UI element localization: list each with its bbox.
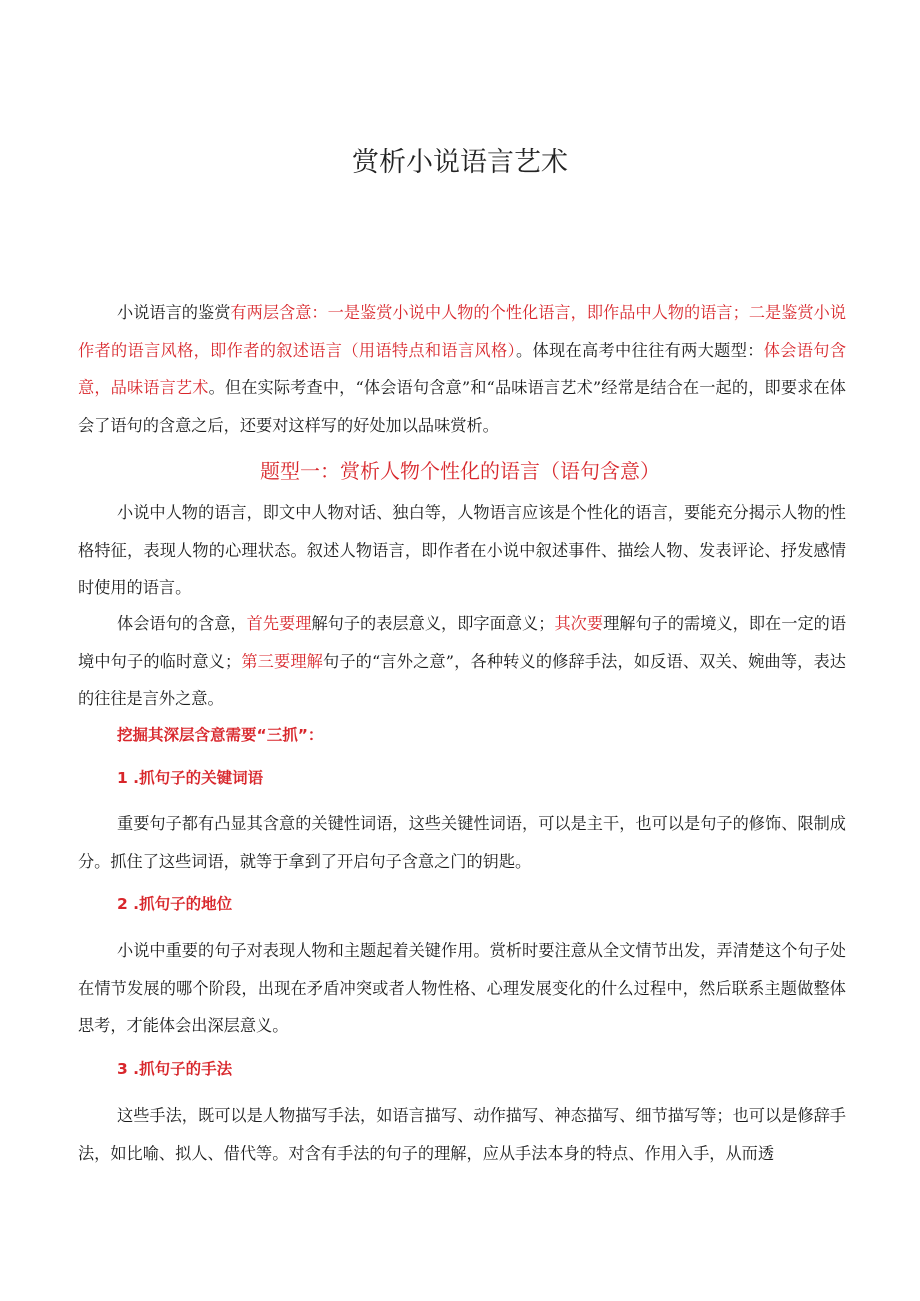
item-2-paragraph xyxy=(78,932,846,1045)
item-3-text: 这些手法，既可以是人物描写手法，如语言描写、动作描写、神态描写、细节描写等；也可以是修辞手法，如比喻、拟人、借代等。对含有手法的句子的理解，应从手法本身的特点、作用入手，从而透 xyxy=(78,1106,846,1163)
page-title: 赏析小说语言艺术 xyxy=(352,147,568,178)
section-paragraph-2 xyxy=(78,605,846,718)
intro-text-1: 小说语言的鉴赏 xyxy=(117,303,231,322)
section-heading: 题型一：赏析人物个性化的语言（语句含意） xyxy=(260,459,660,483)
intro-highlight-2: 体会语句含意，品味语言艺术 xyxy=(78,340,847,397)
p2-highlight-b: 首先要理 xyxy=(246,614,312,633)
p2-text-c: 解句子的表层意义，即字面意义； xyxy=(311,614,555,633)
item-1-paragraph xyxy=(78,805,846,880)
section-paragraph-1-text: 小说中人物的语言，即文中人物对话、独白等，人物语言应该是个性化的语言，要能充分揭示人物的性格特征，表现人物的心理状态。叙述人物语言，即作者在小说中叙述事件、描绘人物、发表评论、抒发感情时使用的语言。 xyxy=(78,503,846,597)
p2-text-a: 体会语句的含意， xyxy=(117,614,247,633)
section-paragraph-1 xyxy=(78,494,846,607)
item-2-text: 小说中重要的句子对表现人物和主题起着关键作用。赏析时要注意从全文情节出发，弄清楚这个句子处在情节发展的哪个阶段，出现在矛盾冲突或者人物性格、心理发展变化的什么过程中，然后联系主题做整体思考，才能体会出深层意义。 xyxy=(78,941,846,1035)
intro-text-2: 。体现在高考中往往有两大题型： xyxy=(515,340,764,360)
item-3-heading: 3 .抓句子的手法 xyxy=(117,1060,233,1078)
item-1-text: 重要句子都有凸显其含意的关键性词语，这些关键性词语，可以是主干，也可以是句子的修饰、限制成分。抓住了这些词语，就等于拿到了开启句子含意之门的钥匙。 xyxy=(78,814,846,871)
intro-paragraph xyxy=(78,294,846,444)
p2-highlight-d: 其次要 xyxy=(554,614,604,633)
three-grabs-heading: 挖掘其深层含意需要“三抓”： xyxy=(117,726,324,744)
p2-text-g: 句子的“言外之意”，各种转义的修辞手法，如反语、双关、婉曲等，表达的往往是言外之意。 xyxy=(78,651,846,708)
item-3-paragraph xyxy=(78,1097,846,1172)
p2-highlight-f: 第三要理解 xyxy=(241,651,323,671)
p2-text-e: 理解句子的需境义，即在一定的语境中句子的临时意义； xyxy=(78,614,847,671)
item-2-heading: 2 .抓句子的地位 xyxy=(117,895,233,913)
item-1-heading: 1 .抓句子的关键词语 xyxy=(117,769,264,787)
intro-text-3: 。但在实际考查中，“体会语句含意”和“品味语言艺术”经常是结合在一起的，即要求在体会了语句的含意之后，还要对这样写的好处加以品味赏析。 xyxy=(78,378,846,435)
intro-highlight-1: 有两层含意：一是鉴赏小说中人物的个性化语言，即作品中人物的语言；二是鉴赏小说作者的语言风格，即作者的叙述语言（用语特点和语言风格） xyxy=(78,303,847,360)
